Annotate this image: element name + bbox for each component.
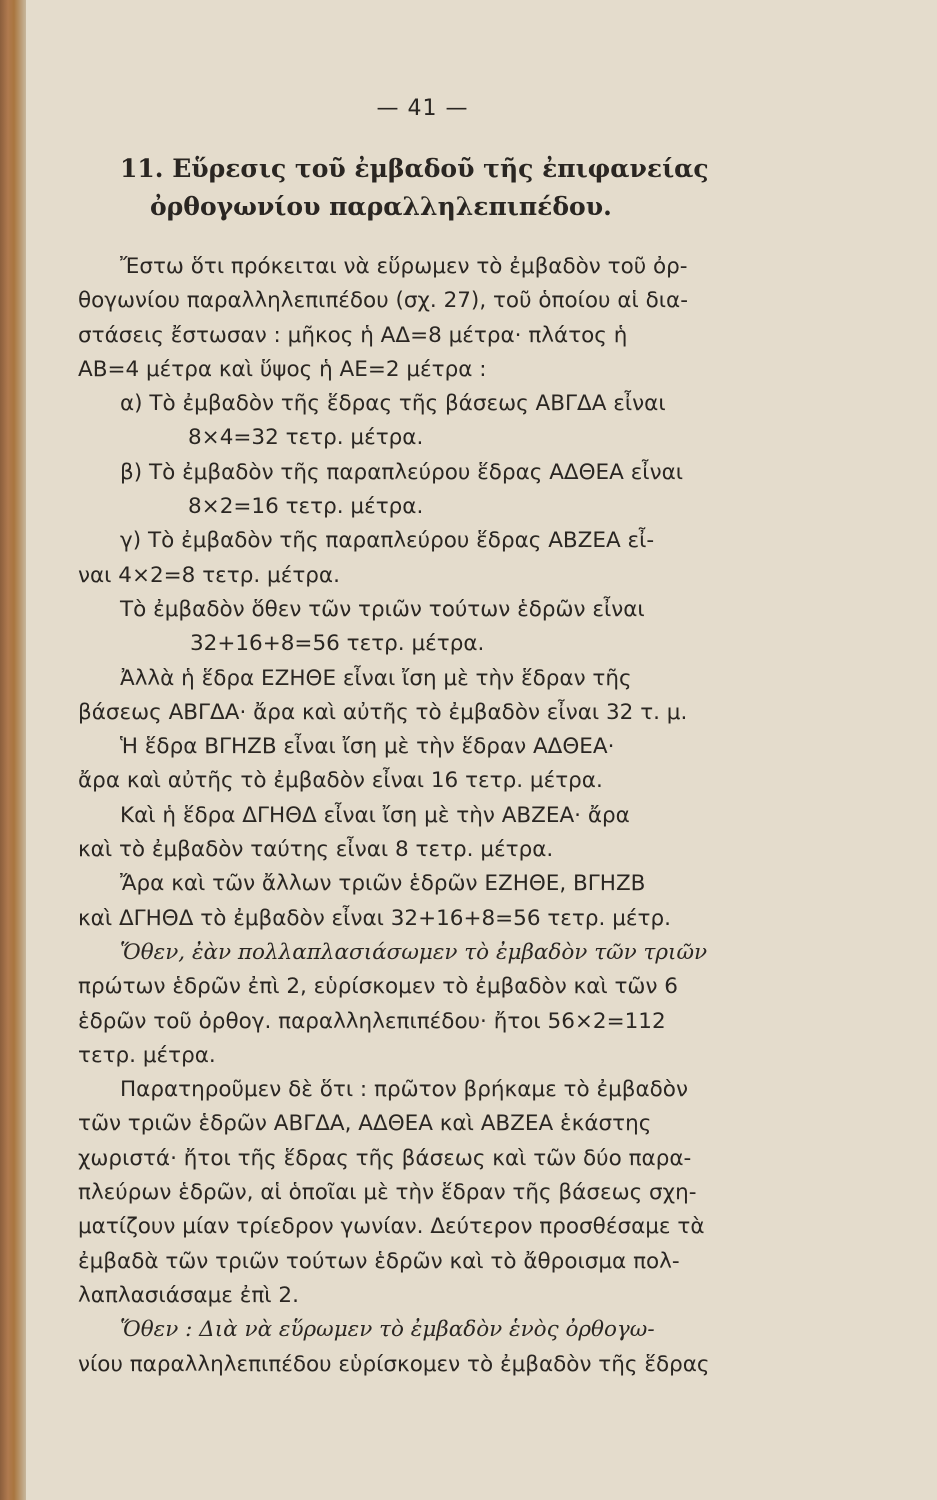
text-line: Ἄρα καὶ τῶν ἄλλων τριῶν ἑδρῶν ΕΖΗΘΕ, ΒΓΗΖΒ [120, 871, 646, 897]
text-line: Ὅθεν : Διὰ νὰ εὕρωμεν τὸ ἐμβαδὸν ἑνὸς ὀρθογω- [120, 1317, 655, 1343]
text-line: ΑΒ=4 μέτρα καὶ ὕψος ἡ ΑΕ=2 μέτρα : [78, 356, 487, 382]
text-line: καὶ τὸ ἐμβαδὸν ταύτης εἶναι 8 τετρ. μέτρα. [78, 837, 554, 863]
text-line: 8×2=16 τετρ. μέτρα. [188, 494, 424, 520]
text-line: θογωνίου παραλληλεπιπέδου (σχ. 27), τοῦ ὁποίου αἱ δια- [78, 288, 688, 314]
section-heading-line-2: ὀρθογωνίου παραλληλεπιπέδου. [150, 192, 612, 221]
page-number: — 41 — [376, 96, 469, 121]
text-line: Τὸ ἐμβαδὸν ὅθεν τῶν τριῶν τούτων ἑδρῶν εἶναι [120, 596, 645, 622]
book-binding-edge [0, 0, 26, 1500]
text-line: 32+16+8=56 τετρ. μέτρα. [190, 631, 485, 657]
text-line: ἑδρῶν τοῦ ὀρθογ. παραλληλεπιπέδου· ἤτοι 56×2=112 [78, 1008, 666, 1034]
text-line: ναι 4×2=8 τετρ. μέτρα. [78, 562, 340, 588]
text-line: νίου παραλληλεπιπέδου εὑρίσκομεν τὸ ἐμβαδὸν τῆς ἕδρας [78, 1351, 710, 1377]
text-line: ἐμβαδὰ τῶν τριῶν τούτων ἑδρῶν καὶ τὸ ἄθροισμα πολ- [78, 1248, 680, 1274]
text-line: γ) Τὸ ἐμβαδὸν τῆς παραπλεύρου ἕδρας ΑΒΖΕΑ εἶ- [120, 528, 655, 554]
text-line: καὶ ΔΓΗΘΔ τὸ ἐμβαδὸν εἶναι 32+16+8=56 τετρ. μέτρ. [78, 905, 671, 931]
text-line: Ἔστω ὅτι πρόκειται νὰ εὕρωμεν τὸ ἐμβαδὸν τοῦ ὀρ- [120, 254, 688, 279]
text-line: β) Τὸ ἐμβαδὸν τῆς παραπλεύρου ἕδρας ΑΔΘΕΑ εἶναι [120, 459, 684, 485]
text-line: πλεύρων ἑδρῶν, αἱ ὁποῖαι μὲ τὴν ἕδραν τῆς βάσεως σχη- [78, 1180, 697, 1206]
text-line: χωριστά· ἤτοι τῆς ἕδρας τῆς βάσεως καὶ τῶν δύο παρα- [78, 1145, 692, 1171]
text-line: Ὅθεν, ἐὰν πολλαπλασιάσωμεν τὸ ἐμβαδὸν τῶν τριῶν [120, 939, 708, 965]
text-line: βάσεως ΑΒΓΔΑ· ἄρα καὶ αὐτῆς τὸ ἐμβαδὸν εἶναι 32 τ. μ. [78, 699, 688, 725]
text-line: ματίζουν μίαν τρίεδρον γωνίαν. Δεύτερον προσθέσαμε τὰ [78, 1214, 705, 1240]
text-line: ἄρα καὶ αὐτῆς τὸ ἐμβαδὸν εἶναι 16 τετρ. μέτρα. [78, 768, 603, 794]
section-heading [120, 150, 709, 226]
text-line: τετρ. μέτρα. [78, 1042, 216, 1068]
text-line: Καὶ ἡ ἕδρα ΔΓΗΘΔ εἶναι ἴση μὲ τὴν ΑΒΖΕΑ· ἄρα [120, 802, 630, 828]
text-line: 8×4=32 τετρ. μέτρα. [188, 425, 424, 451]
text-line: Ἀλλὰ ἡ ἕδρα ΕΖΗΘΕ εἶναι ἴση μὲ τὴν ἕδραν τῆς [120, 665, 632, 691]
text-line: α) Τὸ ἐμβαδὸν τῆς ἕδρας τῆς βάσεως ΑΒΓΔΑ εἶναι [120, 391, 666, 417]
text-line: τῶν τριῶν ἑδρῶν ΑΒΓΔΑ, ΑΔΘΕΑ καὶ ΑΒΖΕΑ ἑκάστης [78, 1111, 652, 1137]
text-line: Ἡ ἕδρα ΒΓΗΖΒ εἶναι ἴση μὲ τὴν ἕδραν ΑΔΘΕΑ· [120, 734, 615, 760]
text-line: Παρατηροῦμεν δὲ ὅτι : πρῶτον βρήκαμε τὸ ἐμβαδὸν [120, 1077, 688, 1103]
section-heading-line-1: 11. Εὕρεσις τοῦ ἐμβαδοῦ τῆς ἐπιφανείας [120, 154, 709, 183]
text-line: πρώτων ἑδρῶν ἐπὶ 2, εὑρίσκομεν τὸ ἐμβαδὸν καὶ τῶν 6 [78, 974, 678, 1000]
text-line: στάσεις ἔστωσαν : μῆκος ἡ ΑΔ=8 μέτρα· πλάτος ἡ [78, 322, 628, 348]
body-text [78, 250, 838, 1382]
text-line: λαπλασιάσαμε ἐπὶ 2. [78, 1282, 299, 1308]
